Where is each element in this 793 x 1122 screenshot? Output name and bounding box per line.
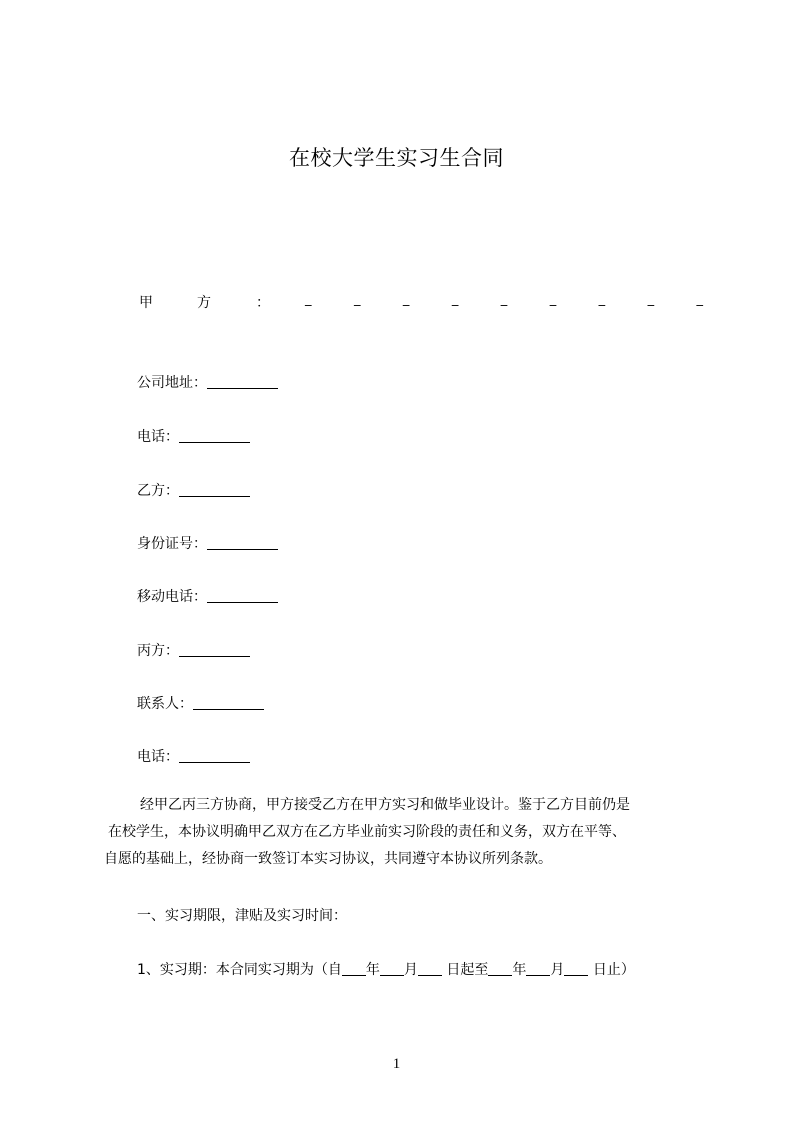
clause-text: 年 — [512, 962, 527, 978]
fill-in-blank — [207, 588, 278, 603]
field-phone-a — [137, 426, 250, 446]
blank-mark: _ — [647, 292, 655, 307]
fill-in-blank — [564, 961, 588, 976]
blank-mark: _ — [500, 292, 508, 307]
fill-in-blank — [526, 961, 550, 976]
clause-text: 日起至 — [441, 962, 489, 978]
fill-in-blank — [179, 428, 250, 443]
blank-mark: _ — [598, 292, 606, 307]
party-a-label-char1: 甲 — [139, 295, 153, 311]
field-mobile-phone — [137, 586, 278, 606]
fill-in-blank — [179, 748, 250, 763]
party-a-blank-line — [305, 292, 703, 307]
field-phone-c — [137, 746, 250, 766]
field-company-address — [137, 372, 278, 392]
blank-mark: _ — [353, 292, 361, 307]
field-label: 联系人： — [137, 696, 193, 712]
fill-in-blank — [179, 642, 250, 657]
intro-paragraph — [104, 792, 716, 873]
clause-text: 月 — [403, 962, 418, 978]
field-label: 公司地址： — [137, 375, 207, 391]
field-label: 电话： — [137, 429, 179, 445]
fill-in-blank — [380, 961, 404, 976]
intro-line: 自愿的基础上，经协商一致签订本实习协议，共同遵守本协议所列条款。 — [104, 851, 552, 867]
party-a-row — [139, 292, 711, 314]
clause-text: 年 — [365, 962, 380, 978]
fill-in-blank — [488, 961, 512, 976]
field-label: 乙方： — [137, 483, 179, 499]
fill-in-blank — [207, 535, 278, 550]
party-a-colon: ： — [256, 295, 270, 311]
document-title: 在校大学生实习生合同 — [289, 146, 504, 170]
clause-text: 月 — [550, 962, 565, 978]
blank-mark: _ — [696, 292, 703, 307]
blank-mark: _ — [305, 292, 312, 307]
page-number: 1 — [392, 1056, 401, 1072]
section-heading: 一、实习期限，津贴及实习时间： — [137, 908, 347, 924]
fill-in-blank — [418, 961, 442, 976]
field-label: 身份证号： — [137, 536, 207, 552]
blank-mark: _ — [402, 292, 410, 307]
fill-in-blank — [342, 961, 366, 976]
field-contact-person — [137, 693, 264, 713]
fill-in-blank — [207, 374, 278, 389]
intro-line: 在校学生，本协议明确甲乙双方在乙方毕业前实习阶段的责任和义务，双方在平等、 — [108, 824, 626, 840]
field-id-number — [137, 533, 278, 553]
field-label: 丙方： — [137, 643, 179, 659]
internship-period-clause — [137, 959, 635, 979]
intro-line: 经甲乙丙三方协商，甲方接受乙方在甲方实习和做毕业设计。鉴于乙方目前仍是 — [140, 797, 630, 813]
blank-mark: _ — [451, 292, 459, 307]
party-a-label-char2: 方 — [197, 295, 211, 311]
field-party-c — [137, 640, 250, 660]
field-label: 移动电话： — [137, 589, 207, 605]
clause-text: 1、实习期：本合同实习期为（自 — [137, 962, 342, 978]
fill-in-blank — [179, 482, 250, 497]
field-party-b — [137, 480, 250, 500]
field-label: 电话： — [137, 749, 179, 765]
fill-in-blank — [193, 695, 264, 710]
clause-text: 日止） — [588, 962, 635, 978]
blank-mark: _ — [549, 292, 557, 307]
